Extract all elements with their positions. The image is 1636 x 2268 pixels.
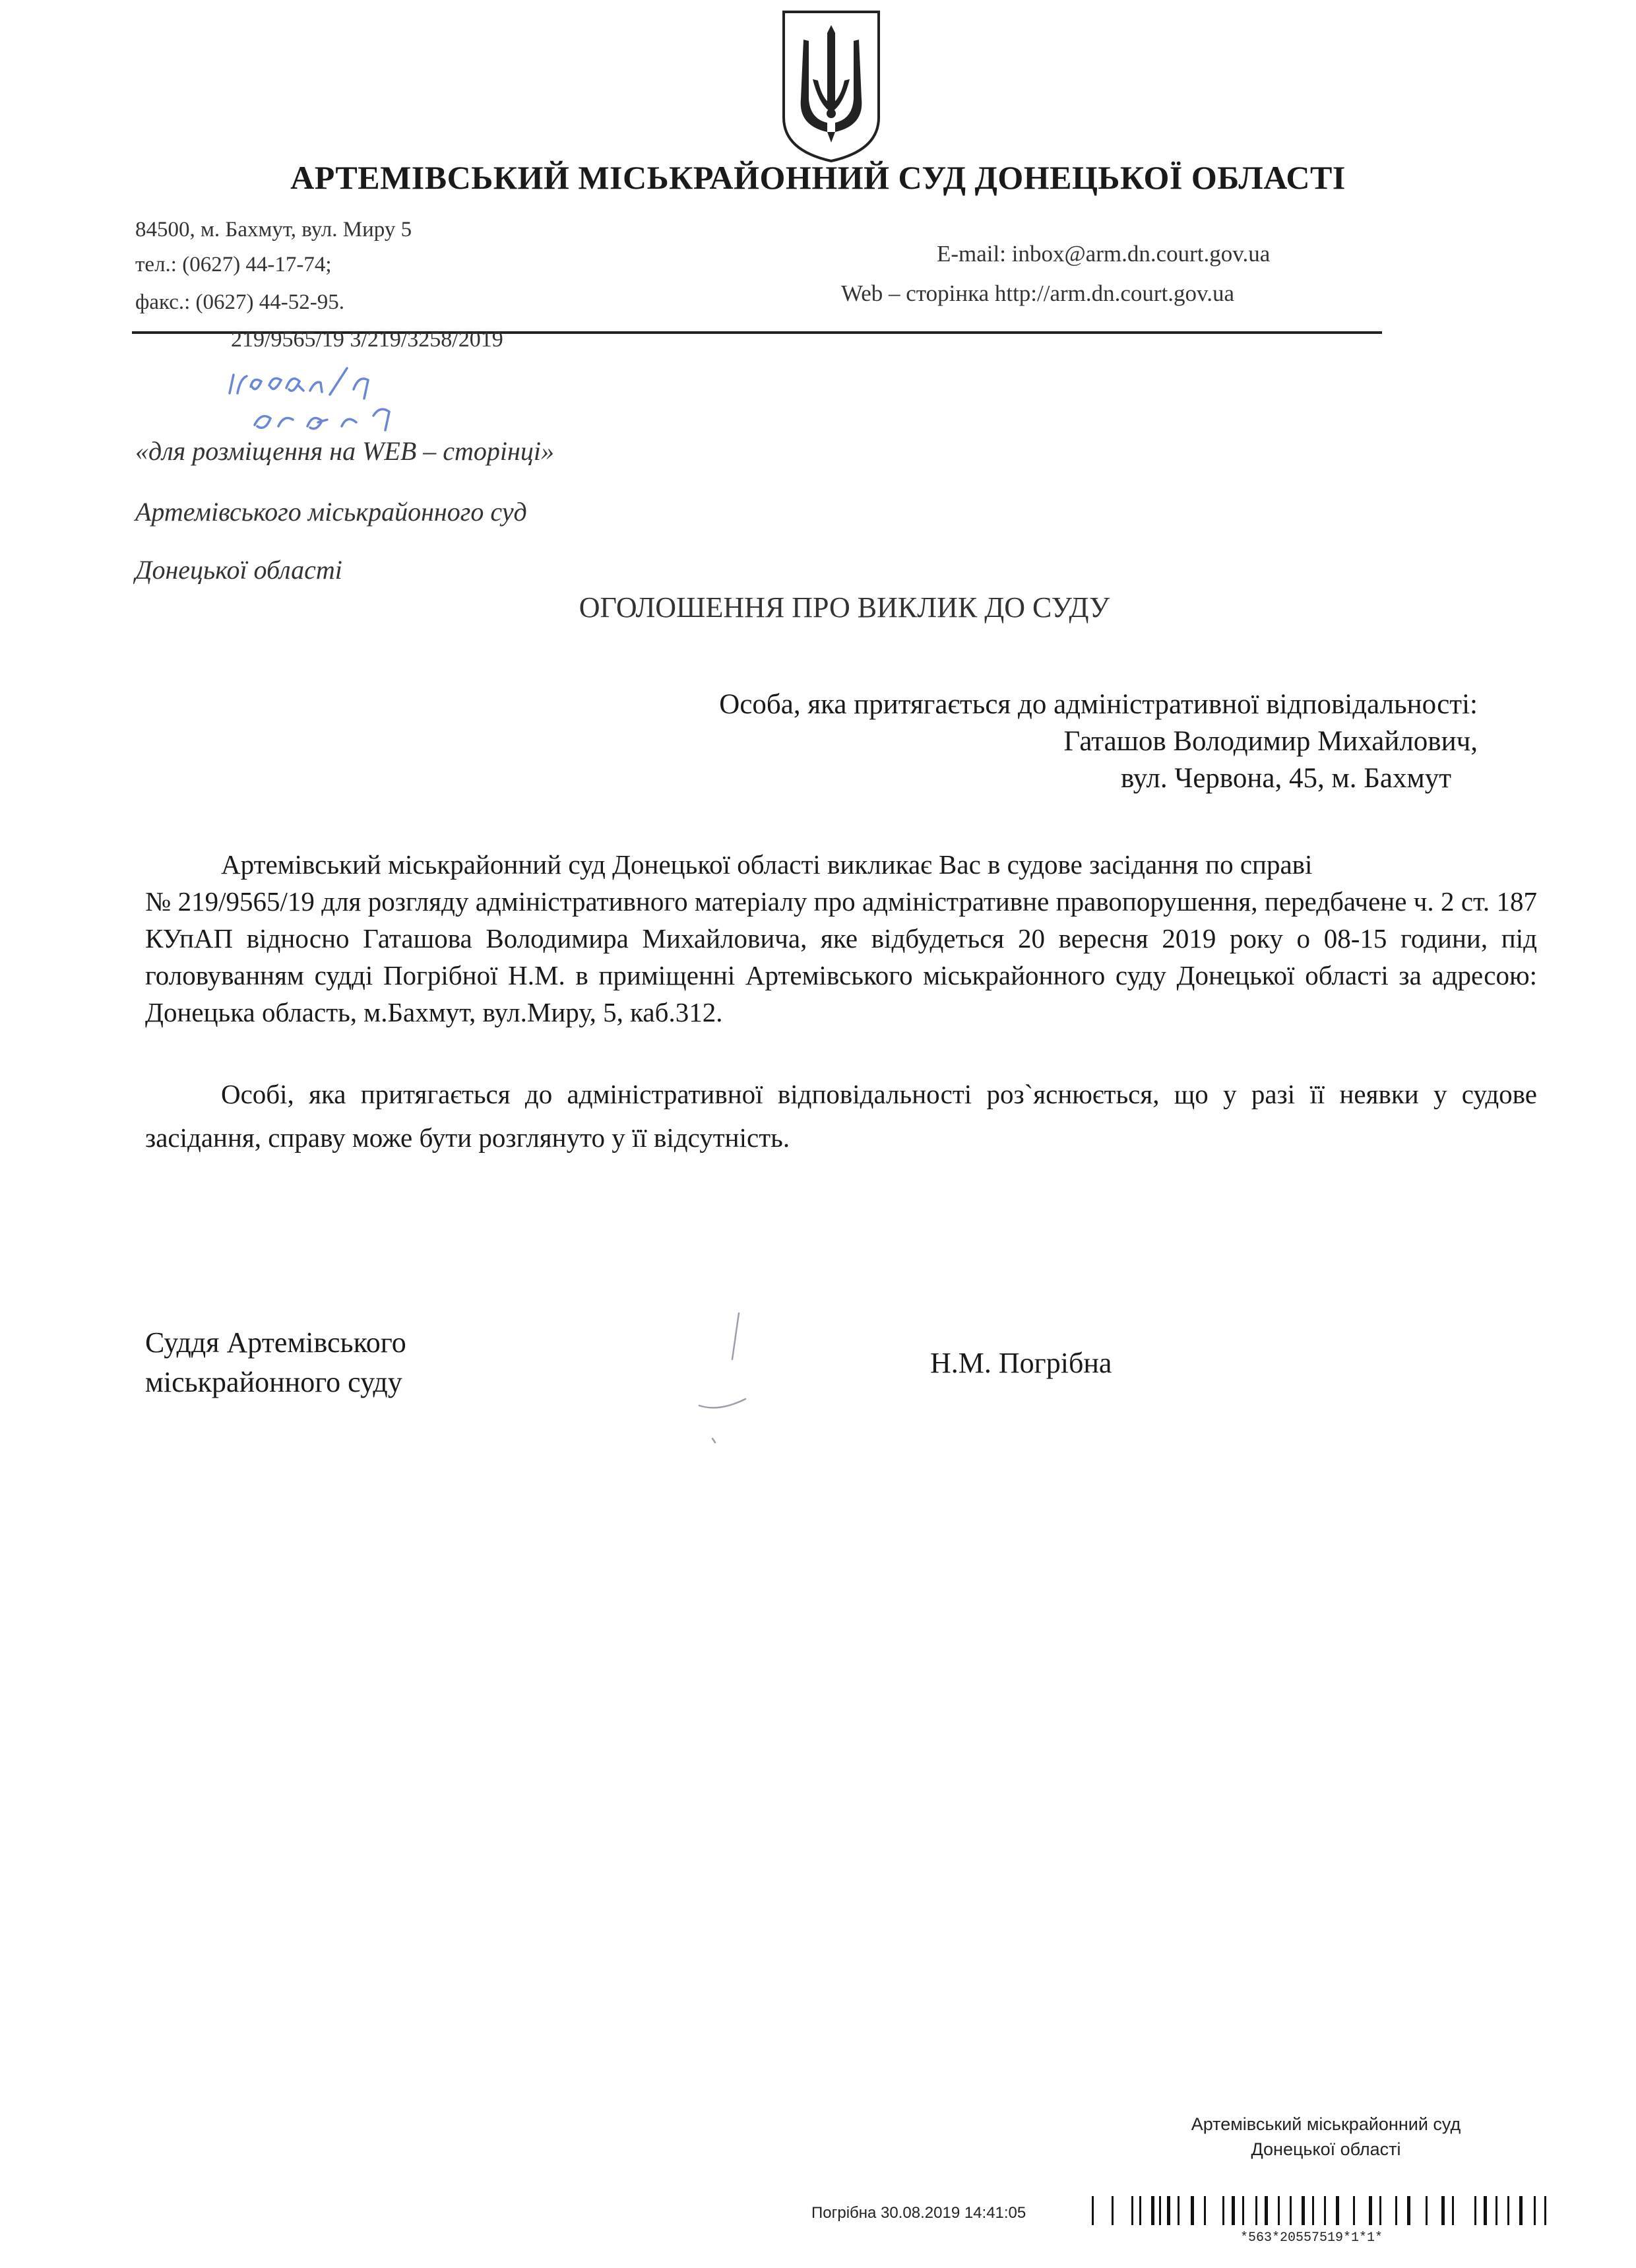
handwritten-registration-mark [218,362,495,447]
barcode-number: *563*20557519*1*1* [1240,2230,1383,2246]
party-address: вул. Червона, 45, м. Бахмут [1120,763,1451,794]
court-phone: тел.: (0627) 44-17-74; [135,253,332,276]
court-address: 84500, м. Бахмут, вул. Миру 5 [135,218,412,242]
party-label: Особа, яка притягається до адміністративної відповідальності: [719,689,1478,720]
notice-title: ОГОЛОШЕННЯ ПРО ВИКЛИК ДО СУДУ [579,591,1110,624]
court-fax: факс.: (0627) 44-52-95. [135,290,345,314]
judge-title-line-2: міськрайонного суду [145,1366,402,1398]
judge-title-line-1: Суддя Артемівського [145,1326,406,1359]
addressee-line-2: Артемівського міськрайонного суд [135,497,527,527]
registry-stamp [1161,2112,1491,2162]
registry-stamp-footer: Погрібна 30.08.2019 14:41:05 [811,2204,1026,2222]
absence-notice-paragraph: Особі, яка притягається до адміністративної відповідальності роз`яснюється, що у разі її неявки у судове засідання, справу може бути розглянуто у її відсутність. [145,1079,1537,1153]
court-name: АРТЕМІВСЬКИЙ МІСЬКРАЙОННИЙ СУД ДОНЕЦЬКОЇ ОБЛАСТІ [290,159,1346,196]
judge-name: Н.М. Погрібна [930,1347,1112,1379]
registry-stamp-region: Донецької області [1251,2139,1401,2159]
registration-number: 219/9565/19 3/219/3258/2019 [231,327,503,352]
registry-stamp-court: Артемівський міськрайонний суд [1191,2114,1461,2134]
tryzub-emblem-icon [778,7,884,165]
signature-mark [693,1300,805,1452]
addressee-line-1: «для розміщення на WEB – сторінці» [135,436,554,466]
party-name: Гаташов Володимир Михайлович, [1063,726,1478,757]
judge-title [145,1323,406,1402]
summons-paragraph-body: № 219/9565/19 для розгляду адміністративного матеріалу про адміністративне правопорушення, передбачене ч. 2 ст. 187 КУпАП відносно Гаташова Володимира Михайловича, яке відбудеться 20 вересня 2019 року о 08-15 години, під головуванням судді Погрібної Н.М. в приміщенні Артемівського міськрайонного суду Донецької області за адресою: Донецька область, м.Бахмут, вул.Миру, 5, каб.312. [145,886,1537,1027]
addressee-line-3: Донецької області [135,555,342,585]
barcode-icon [1092,2196,1547,2229]
party-block [719,686,1478,797]
summons-paragraph-first-line: Артемівський міськрайонний суд Донецької області викликає Вас в судове засідання по справі [221,849,1313,880]
court-email: E-mail: inbox@arm.dn.court.gov.ua [937,241,1271,267]
summons-paragraph [145,846,1537,1031]
court-website: Web – сторінка http://arm.dn.court.gov.ua [841,280,1235,306]
